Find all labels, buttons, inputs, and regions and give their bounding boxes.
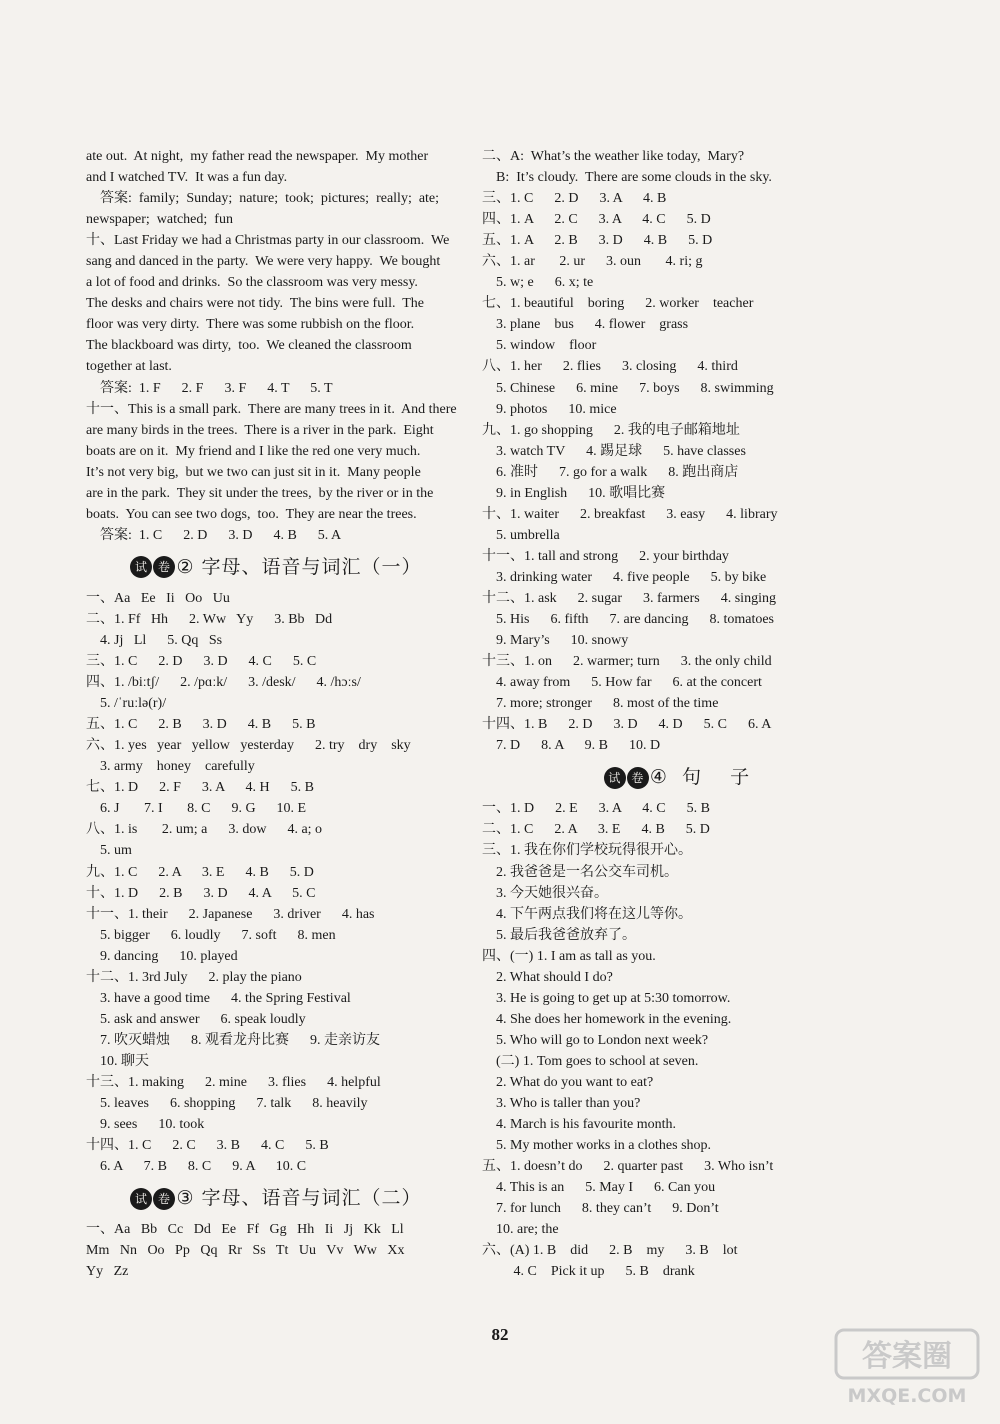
answer-line: 三、1. 我在你们学校玩得很开心。: [482, 843, 692, 859]
answer-line: 3. watch TV 4. 踢足球 5. have classes: [482, 443, 746, 459]
answer-line: 3. Who is taller than you?: [482, 1096, 641, 1112]
answer-line: 答案: family; Sunday; nature; took; pictures; really; ate;: [86, 191, 440, 207]
answer-line: 6. J 7. I 8. C 9. G 10. E: [86, 801, 307, 817]
answer-line: 10. are; the: [482, 1222, 559, 1238]
answer-line: 4. 下午两点我们将在这儿等你。: [482, 906, 692, 922]
answer-line: 十一、1. their 2. Japanese 3. driver 4. has: [86, 906, 375, 922]
answer-line: 七、1. D 2. F 3. A 4. H 5. B: [86, 780, 314, 796]
paper-badge-icon: 卷: [153, 556, 175, 578]
section-title: ② 字母、语音与词汇（一）: [176, 555, 422, 578]
test-badge-icon: 试: [130, 1188, 152, 1210]
answer-line: 2. What do you want to eat?: [482, 1074, 654, 1090]
answer-line: 一、1. D 2. E 3. A 4. C 5. B: [482, 801, 710, 817]
answer-line: 5. /ˈruːlə(r)/: [86, 696, 167, 712]
answer-line: 十二、1. ask 2. sugar 3. farmers 4. singing: [482, 590, 776, 606]
answer-line: 六、1. ar 2. ur 3. oun 4. ri; g: [482, 254, 703, 270]
paper-badge-icon: 卷: [153, 1188, 175, 1210]
answer-line: 7. for lunch 8. they can’t 9. Don’t: [482, 1201, 719, 1217]
answer-line: 10. 聊天: [86, 1053, 149, 1069]
answer-line: 7. 吹灭蜡烛 8. 观看龙舟比赛 9. 走亲访友: [86, 1032, 380, 1048]
answer-line: 5. 最后我爸爸放弃了。: [482, 927, 636, 943]
watermark-text: 答案圈: [862, 1339, 952, 1374]
answer-line: B: It’s cloudy. There are some clouds in the sky.: [482, 170, 772, 186]
answer-line: 3. have a good time 4. the Spring Festival: [86, 990, 351, 1006]
answer-line: 三、1. C 2. D 3. D 4. C 5. C: [86, 654, 317, 670]
answer-line: 四、1. /biːtʃ/ 2. /pɑːk/ 3. /desk/ 4. /hɔːs/: [86, 675, 361, 691]
answer-line: 5. ask and answer 6. speak loudly: [86, 1011, 306, 1027]
answer-line: 4. She does her homework in the evening.: [482, 1011, 732, 1027]
answer-line: 5. window floor: [482, 338, 597, 354]
answer-line: together at last.: [86, 359, 172, 375]
answer-line: 九、1. go shopping 2. 我的电子邮箱地址: [482, 422, 740, 438]
answer-line: 二、1. C 2. A 3. E 4. B 5. D: [482, 822, 710, 838]
answer-line: 四、(一) 1. I am as tall as you.: [482, 948, 656, 964]
answer-line: 五、1. C 2. B 3. D 4. B 5. B: [86, 717, 316, 733]
answer-line: 答案: 1. F 2. F 3. F 4. T 5. T: [86, 380, 333, 396]
page-number: 82: [491, 1325, 509, 1344]
answer-line: 4. This is an 5. May I 6. Can you: [482, 1180, 716, 1196]
answer-line: 七、1. beautiful boring 2. worker teacher: [482, 296, 754, 312]
answer-line: 9. Mary’s 10. snowy: [482, 633, 629, 649]
answer-line: 十四、1. B 2. D 3. D 4. D 5. C 6. A: [482, 717, 772, 733]
watermark-logo: [832, 1326, 982, 1412]
answer-line: floor was very dirty. There was some rubbish on the floor.: [86, 317, 415, 333]
answer-line: a lot of food and drinks. So the classroom was very messy.: [86, 275, 418, 291]
answer-line: 十二、1. 3rd July 2. play the piano: [86, 969, 302, 985]
answer-line: ate out. At night, my father read the newspaper. My mother: [86, 149, 429, 164]
answer-line: 一、Aa Bb Cc Dd Ee Ff Gg Hh Ii Jj Kk Ll: [86, 1222, 404, 1238]
right-column: [482, 146, 872, 1282]
section-heading: [86, 1177, 466, 1219]
answer-line: 5. His 6. fifth 7. are dancing 8. tomatoes: [482, 612, 775, 628]
answer-line: 3. 今天她很兴奋。: [482, 885, 608, 901]
answer-line: 六、(A) 1. B did 2. B my 3. B lot: [482, 1243, 738, 1259]
answer-line: 7. more; stronger 8. most of the time: [482, 696, 719, 712]
answer-line: 5. Chinese 6. mine 7. boys 8. swimming: [482, 380, 774, 396]
answer-line: sang and danced in the party. We were very happy. We bought: [86, 254, 441, 270]
answer-line: 六、1. yes year yellow yesterday 2. try dry sky: [86, 738, 411, 754]
answer-line: 5. w; e 6. x; te: [482, 275, 594, 291]
answer-line: 5. umbrella: [482, 527, 560, 543]
answer-line: 八、1. is 2. um; a 3. dow 4. a; o: [86, 822, 323, 838]
section-title: ④ 句 子: [649, 766, 751, 789]
answer-line: 6. 准时 7. go for a walk 8. 跑出商店: [482, 464, 739, 480]
answer-line: 5. bigger 6. loudly 7. soft 8. men: [86, 927, 336, 943]
answer-line: 2. What should I do?: [482, 969, 613, 985]
answer-line: 二、1. Ff Hh 2. Ww Yy 3. Bb Dd: [86, 611, 333, 627]
answer-line: 5. leaves 6. shopping 7. talk 8. heavily: [86, 1096, 368, 1112]
answer-line: 2. 我爸爸是一名公交车司机。: [482, 864, 678, 880]
answer-line: 十一、This is a small park. There are many trees in it. And there: [86, 401, 457, 417]
answer-line: boats. You can see two dogs, too. They are near the trees.: [86, 506, 417, 522]
answer-line: (二) 1. Tom goes to school at seven.: [482, 1053, 699, 1069]
answer-line: boats are on it. My friend and I like the red one very much.: [86, 443, 421, 459]
answer-line: 十、Last Friday we had a Christmas party in our classroom. We: [86, 233, 450, 249]
answer-line: 3. He is going to get up at 5:30 tomorrow.: [482, 990, 731, 1006]
answer-line: 6. A 7. B 8. C 9. A 10. C: [86, 1159, 307, 1175]
answer-line: 三、1. C 2. D 3. A 4. B: [482, 191, 667, 207]
test-badge-icon: 试: [604, 767, 626, 789]
answer-line: 五、1. doesn’t do 2. quarter past 3. Who isn’t: [482, 1159, 774, 1175]
answer-line: 4. C Pick it up 5. B drank: [482, 1264, 695, 1280]
answer-line: 3. drinking water 4. five people 5. by bike: [482, 569, 767, 585]
answer-line: 五、1. A 2. B 3. D 4. B 5. D: [482, 233, 713, 249]
answer-line: 5. um: [86, 843, 132, 859]
section-heading: [86, 546, 466, 588]
answer-line: 九、1. C 2. A 3. E 4. B 5. D: [86, 864, 314, 880]
watermark-url: MXQE.COM: [847, 1385, 967, 1407]
answer-line: 十、1. waiter 2. breakfast 3. easy 4. library: [482, 506, 778, 522]
answer-line: 四、1. A 2. C 3. A 4. C 5. D: [482, 212, 711, 228]
answer-line: 9. dancing 10. played: [86, 948, 238, 964]
answer-line: 9. in English 10. 歌唱比赛: [482, 485, 666, 501]
answer-line: 十三、1. on 2. warmer; turn 3. the only child: [482, 654, 772, 670]
answer-line: 5. Who will go to London next week?: [482, 1032, 709, 1048]
answer-line: 一、Aa Ee Ii Oo Uu: [86, 590, 230, 606]
paper-badge-icon: 卷: [627, 767, 649, 789]
answer-line: newspaper; watched; fun: [86, 212, 233, 228]
answer-line: 十一、1. tall and strong 2. your birthday: [482, 548, 729, 564]
answer-line: 4. away from 5. How far 6. at the concert: [482, 675, 762, 691]
answer-line: 9. photos 10. mice: [482, 401, 617, 417]
answer-line: 5. My mother works in a clothes shop.: [482, 1138, 712, 1154]
answer-line: are many birds in the trees. There is a river in the park. Eight: [86, 422, 434, 438]
answer-line: 4. Jj Ll 5. Qq Ss: [86, 632, 223, 648]
answer-line: 十、1. D 2. B 3. D 4. A 5. C: [86, 885, 316, 901]
answer-line: Yy Zz: [86, 1264, 129, 1280]
answer-line: 7. D 8. A 9. B 10. D: [482, 738, 661, 754]
answer-line: 十三、1. making 2. mine 3. flies 4. helpful: [86, 1074, 381, 1090]
answer-line: are in the park. They sit under the trees, by the river or in the: [86, 485, 434, 501]
answer-line: 3. plane bus 4. flower grass: [482, 317, 689, 333]
answer-line: The blackboard was dirty, too. We cleaned the classroom: [86, 338, 412, 354]
answer-line: It’s not very big, but we two can just sit in it. Many people: [86, 464, 421, 480]
answer-line: Mm Nn Oo Pp Qq Rr Ss Tt Uu Vv Ww Xx: [86, 1243, 405, 1259]
answer-line: 9. sees 10. took: [86, 1117, 205, 1133]
answer-line: 八、1. her 2. flies 3. closing 4. third: [482, 359, 738, 375]
answer-line: and I watched TV. It was a fun day.: [86, 170, 288, 186]
answer-line: 二、A: What’s the weather like today, Mary?: [482, 149, 745, 164]
section-heading: [482, 756, 872, 798]
answer-line: 十四、1. C 2. C 3. B 4. C 5. B: [86, 1138, 329, 1154]
test-badge-icon: 试: [130, 556, 152, 578]
answer-line: 答案: 1. C 2. D 3. D 4. B 5. A: [86, 527, 342, 543]
left-column: [86, 146, 466, 1282]
answer-line: 4. March is his favourite month.: [482, 1117, 677, 1133]
section-title: ③ 字母、语音与词汇（二）: [176, 1187, 422, 1210]
answer-line: The desks and chairs were not tidy. The bins were full. The: [86, 296, 424, 312]
answer-line: 3. army honey carefully: [86, 759, 255, 775]
